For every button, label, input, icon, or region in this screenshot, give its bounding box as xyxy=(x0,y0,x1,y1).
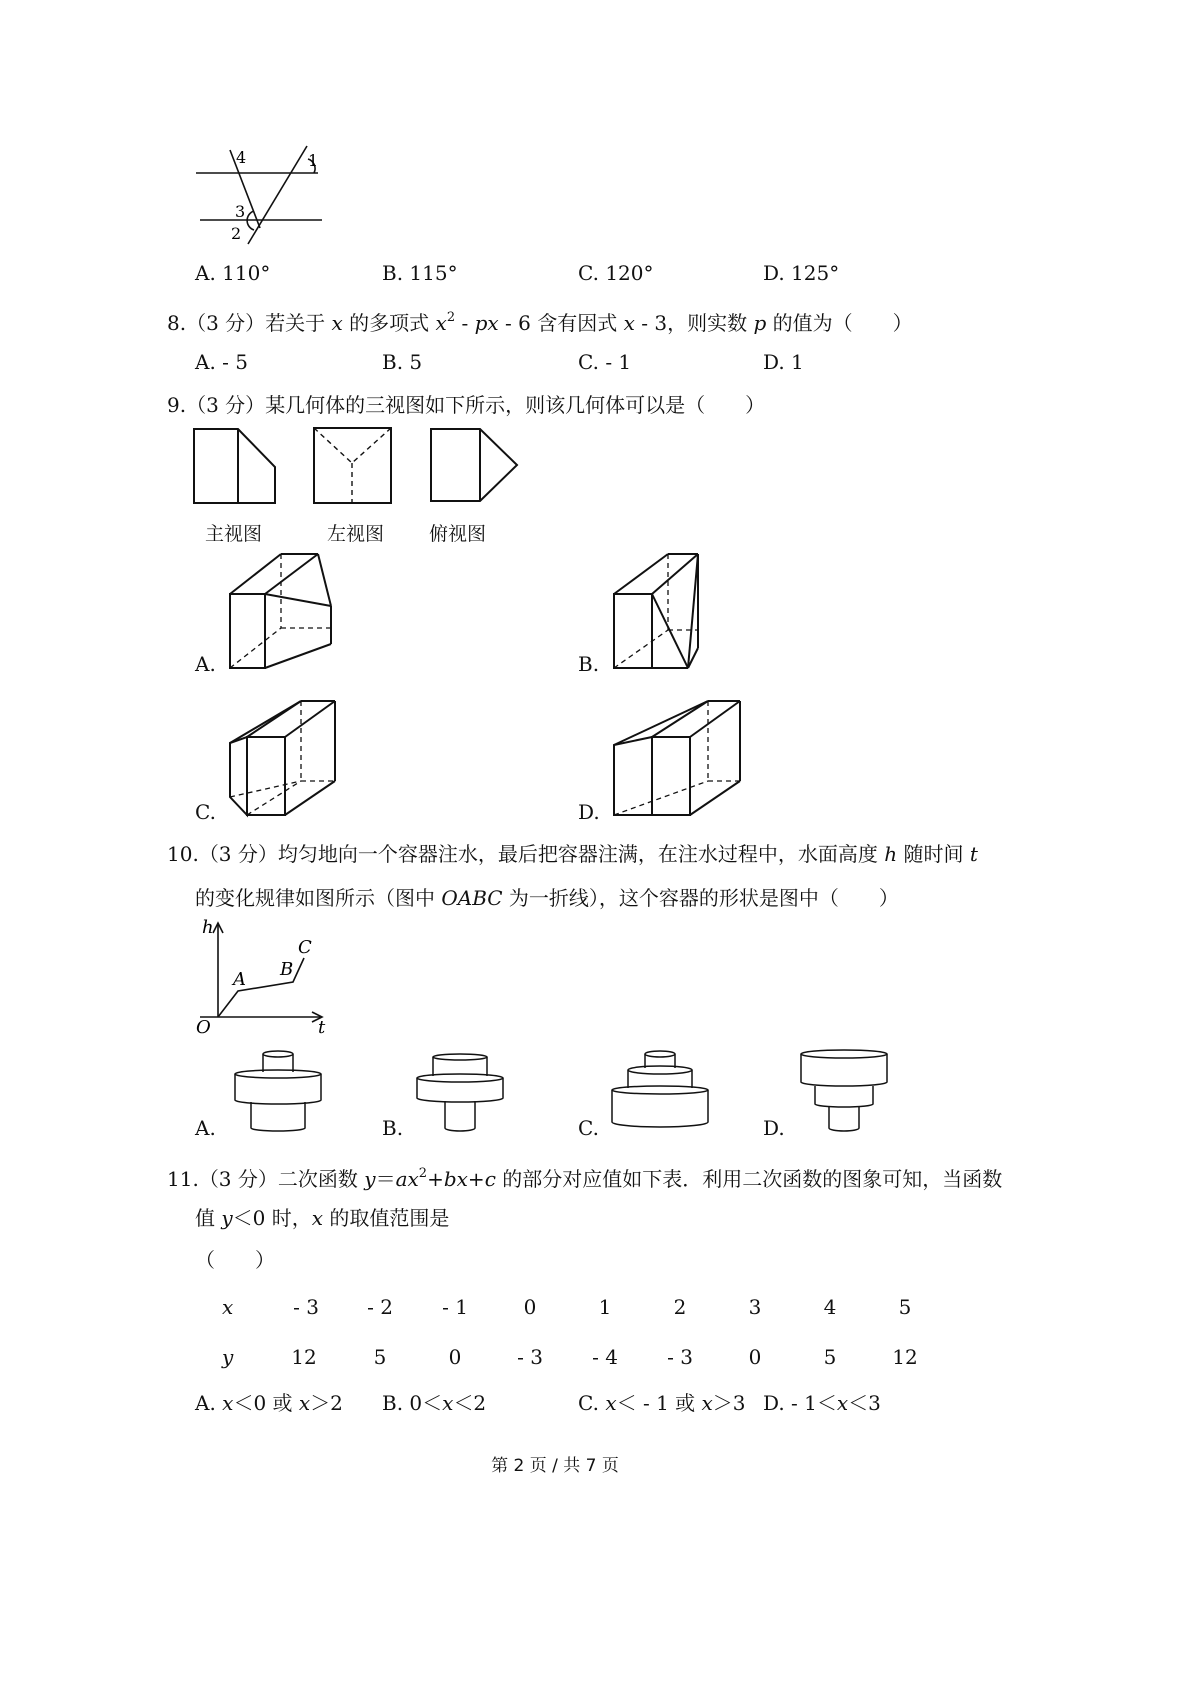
graph-point-a: A xyxy=(233,969,246,990)
graph-point-b: B xyxy=(280,959,294,980)
q9-option-b[interactable]: B. xyxy=(578,652,600,676)
q11-value-table xyxy=(0,1293,1200,1373)
q9-solid-c xyxy=(225,697,345,822)
angle-label-1: 1 xyxy=(308,151,319,170)
table-cell-x: - 1 xyxy=(442,1295,468,1319)
q9-option-d[interactable]: D. xyxy=(578,800,600,824)
q11-option-b[interactable]: B. 0＜x＜2 xyxy=(382,1391,487,1415)
q7-option-d[interactable]: D. 125° xyxy=(763,261,840,285)
q7-option-a[interactable]: A. 110° xyxy=(195,261,271,285)
table-cell-x: 3 xyxy=(748,1295,762,1319)
q9-option-c[interactable]: C. xyxy=(195,800,216,824)
q10-water-graph xyxy=(190,915,340,1040)
q11-answer-paren: （ ） xyxy=(195,1248,275,1272)
table-cell-y: 0 xyxy=(448,1345,462,1369)
graph-axis-h: h xyxy=(202,917,214,938)
table-cell-x: 4 xyxy=(823,1295,837,1319)
q11-question-line2: 值 y＜0 时，x 的取值范围是 xyxy=(195,1206,450,1230)
q11-option-c[interactable]: C. x＜ - 1 或 x＞3 xyxy=(578,1391,746,1415)
table-cell-x: - 2 xyxy=(367,1295,393,1319)
q8-option-d[interactable]: D. 1 xyxy=(763,350,804,374)
table-cell-x: 1 xyxy=(598,1295,612,1319)
q8-option-c[interactable]: C. - 1 xyxy=(578,350,632,374)
q8-option-a[interactable]: A. - 5 xyxy=(195,350,249,374)
q7-angle-figure xyxy=(190,140,340,250)
q8-question: 8.（3 分）若关于 x 的多项式 $x^2$ - px - 6 含有因式 x - 3，则实数 p 的值为（ ） xyxy=(167,310,913,335)
graph-point-c: C xyxy=(298,937,312,958)
table-cell-x: 5 xyxy=(898,1295,912,1319)
table-cell-x: 2 xyxy=(673,1295,687,1319)
view-label-front: 主视图 xyxy=(205,523,263,545)
angle-label-2: 2 xyxy=(231,224,242,243)
q10-container-d xyxy=(796,1046,896,1136)
q10-option-d[interactable]: D. xyxy=(763,1116,785,1140)
view-label-top: 俯视图 xyxy=(429,523,487,545)
table-cell-y: 5 xyxy=(823,1345,837,1369)
graph-origin-o: O xyxy=(196,1017,211,1038)
view-label-left: 左视图 xyxy=(327,523,385,545)
q10-option-b[interactable]: B. xyxy=(382,1116,404,1140)
q10-container-a xyxy=(228,1046,328,1136)
q9-solid-d xyxy=(608,697,748,822)
table-row-label-y: y xyxy=(222,1345,234,1369)
q10-question-line1: 10.（3 分）均匀地向一个容器注水，最后把容器注满，在注水过程中，水面高度 h 随时间 t xyxy=(167,842,978,866)
table-cell-x: - 3 xyxy=(293,1295,319,1319)
table-cell-y: 0 xyxy=(748,1345,762,1369)
page-footer: 第 2 页 / 共 7 页 xyxy=(491,1456,619,1476)
q9-solid-a xyxy=(225,548,345,673)
graph-axis-t: t xyxy=(318,1017,326,1038)
table-row-label-x: x xyxy=(222,1295,234,1319)
angle-label-4: 4 xyxy=(236,148,247,167)
table-cell-y: - 3 xyxy=(517,1345,543,1369)
q8-option-b[interactable]: B. 5 xyxy=(382,350,423,374)
q11-option-d[interactable]: D. - 1＜x＜3 xyxy=(763,1391,881,1415)
q11-option-a[interactable]: A. x＜0 或 x＞2 xyxy=(195,1391,343,1415)
q10-container-c xyxy=(606,1046,716,1136)
table-cell-y: 12 xyxy=(892,1345,918,1369)
table-cell-y: - 3 xyxy=(667,1345,693,1369)
q9-three-views xyxy=(190,425,530,515)
table-cell-y: 5 xyxy=(373,1345,387,1369)
angle-label-3: 3 xyxy=(235,202,246,221)
q10-question-line2: 的变化规律如图所示（图中 OABC 为一折线），这个容器的形状是图中（ ） xyxy=(195,886,899,910)
table-cell-y: - 4 xyxy=(592,1345,618,1369)
q7-option-c[interactable]: C. 120° xyxy=(578,261,654,285)
q11-question-line1: 11.（3 分）二次函数 $y=ax^2+bx+c$ 的部分对应值如下表．利用二次函数的图象可知，当函数 xyxy=(167,1166,1003,1191)
q9-solid-b xyxy=(608,548,708,673)
q9-option-a[interactable]: A. xyxy=(195,652,216,676)
q7-option-b[interactable]: B. 115° xyxy=(382,261,458,285)
q10-option-a[interactable]: A. xyxy=(195,1116,216,1140)
table-cell-y: 12 xyxy=(291,1345,317,1369)
table-cell-x: 0 xyxy=(523,1295,537,1319)
q10-option-c[interactable]: C. xyxy=(578,1116,599,1140)
q9-question: 9.（3 分）某几何体的三视图如下所示，则该几何体可以是（ ） xyxy=(167,393,766,417)
q10-container-b xyxy=(413,1050,508,1135)
